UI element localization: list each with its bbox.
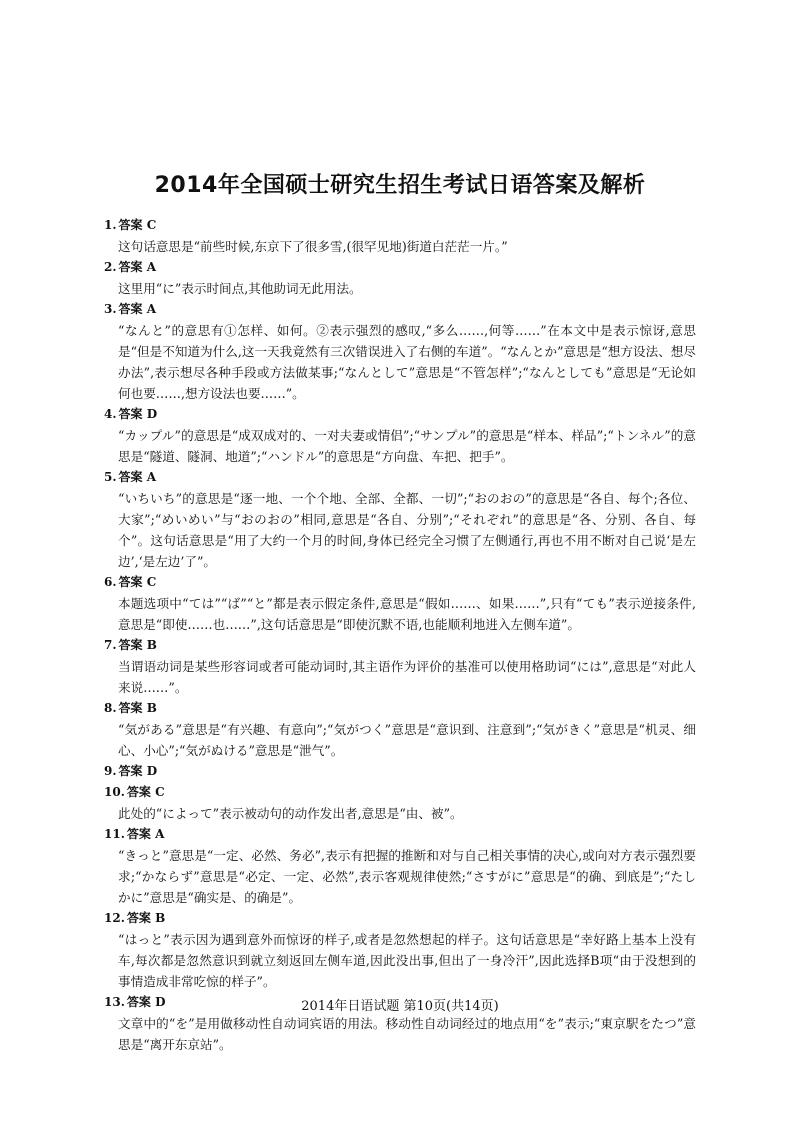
answer-line [104,908,696,929]
answer-line [104,824,696,845]
page-title: 2014年全国硕士研究生招生考试日语答案及解析 [154,173,646,198]
answer-label: 答案 C [118,218,157,232]
answer-item [104,404,696,467]
item-number: 6. [104,575,117,589]
answer-label: 答案 D [118,764,158,778]
answer-line [104,698,696,719]
answer-label: 答案 A [118,470,157,484]
explanation-text: 本题选项中“ては”“ば”“と”都是表示假定条件,意思是“假如……、如果……”,只有“ても”表示逆接条件,意思是“即使……也……”,这句话意思是“即使沉默不语,也能顺利地进入左侧车道”。 [118,596,696,632]
answer-label: 答案 D [126,995,166,1009]
answer-line [104,215,696,236]
answer-item [104,257,696,299]
answer-item [104,698,696,761]
answer-item [104,572,696,635]
answer-line [104,761,696,782]
explanation-text: 这句话意思是“前些时候,东京下了很多雪,(很罕见地)街道白茫茫一片。” [118,239,508,254]
item-number: 3. [104,302,117,316]
item-number: 9. [104,764,117,778]
item-number: 2. [104,260,117,274]
item-number: 4. [104,407,117,421]
answer-line [104,404,696,425]
explanation-text: “きっと”意思是“一定、必然、务必”,表示有把握的推断和对与自己相关事情的决心,或向对方表示强烈要求;“かならず”意思是“必定、一定、必然”,表示客观规律使然;“さすがに”意思是“的确、到底是”;“たしかに”意思是“确实是、的确是”。 [118,848,696,905]
answer-item [104,782,696,824]
explanation-text: “なんと”的意思有①怎样、如何。②表示强烈的感叹,“多么……,何等……”在本文中是表示惊讶,意思是“但是不知道为什么,这一天我竟然有三次错误进入了右侧的车道”。“なんとか”意思是“想方设法、想尽办法”,表示想尽各种手段或方法做某事;“なんとして”意思是“不管怎样”;“なんとしても”意思是“无论如何也要……,想方设法也要……”。 [118,323,696,401]
answer-line [104,572,696,593]
explanation-text: 文章中的“を”是用做移动性自动词宾语的用法。移动性自动词经过的地点用“を”表示;“東京駅をたつ”意思是“离开东京站”。 [118,1016,696,1052]
item-number: 1. [104,218,117,232]
page-footer: 2014年日语试题 第10页(共14页) [301,999,499,1014]
answer-label: 答案 B [126,911,166,925]
item-number: 10. [104,785,125,799]
item-number: 8. [104,701,117,715]
item-number: 12. [104,911,125,925]
answer-list [104,215,696,1055]
answer-label: 答案 A [118,302,157,316]
explanation-text: 当谓语动词是某些形容词或者可能动词时,其主语作为评价的基准可以使用格助词“には”,意思是“对此人来说……”。 [118,659,696,695]
explanation-text: “いちいち”的意思是“逐一地、一个个地、全部、全都、一切”;“おのおの”的意思是“各自、每个;各位、大家”;“めいめい”与“おのおの”相同,意思是“各自、分别”;“それぞれ”的意思是“各、分别、各自、每个”。这句话意思是“用了大约一个月的时间,身体已经完全习惯了左侧通行,再也不用不断对自己说‘是左边’,‘是左边’了”。 [118,491,696,569]
explanation-text: 此处的“によって”表示被动句的动作发出者,意思是“由、被”。 [118,806,463,821]
answer-item [104,467,696,572]
answer-label: 答案 B [118,638,157,652]
item-number: 11. [104,827,125,841]
answer-item [104,299,696,404]
item-number: 5. [104,470,117,484]
answer-item [104,824,696,908]
answer-label: 答案 A [118,260,157,274]
answer-label: 答案 B [118,701,157,715]
answer-line [104,467,696,488]
explanation-text: “はっと”表示因为遇到意外而惊讶的样子,或者是忽然想起的样子。这句话意思是“幸好路上基本上没有车,每次都是忽然意识到就立刻返回左侧车道,因此没出事,但出了一身冷汗”,因此选择B项“由于没想到的事情造成非常吃惊的样子”。 [118,932,696,989]
answer-label: 答案 A [126,827,165,841]
item-number: 13. [104,995,125,1009]
answer-label: 答案 D [118,407,158,421]
item-number: 7. [104,638,117,652]
explanation-text: “カップル”的意思是“成双成对的、一对夫妻或情侣”;“サンプル”的意思是“样本、样品”;“トンネル”的意思是“隧道、隧洞、地道”;“ハンドル”的意思是“方向盘、车把、把手”。 [118,428,696,464]
explanation-text: 这里用“に”表示时间点,其他助词无此用法。 [118,281,362,296]
answer-item [104,215,696,257]
answer-label: 答案 C [118,575,157,589]
answer-line [104,635,696,656]
answer-item [104,761,696,782]
answer-item [104,908,696,992]
explanation-text: “気がある”意思是“有兴趣、有意向”;“気がつく”意思是“意识到、注意到”;“気がきく”意思是“机灵、细心、小心”;“気がぬける”意思是“泄气”。 [118,722,696,758]
answer-item [104,635,696,698]
answer-line [104,257,696,278]
answer-line [104,299,696,320]
answer-label: 答案 C [126,785,165,799]
answer-line [104,782,696,803]
